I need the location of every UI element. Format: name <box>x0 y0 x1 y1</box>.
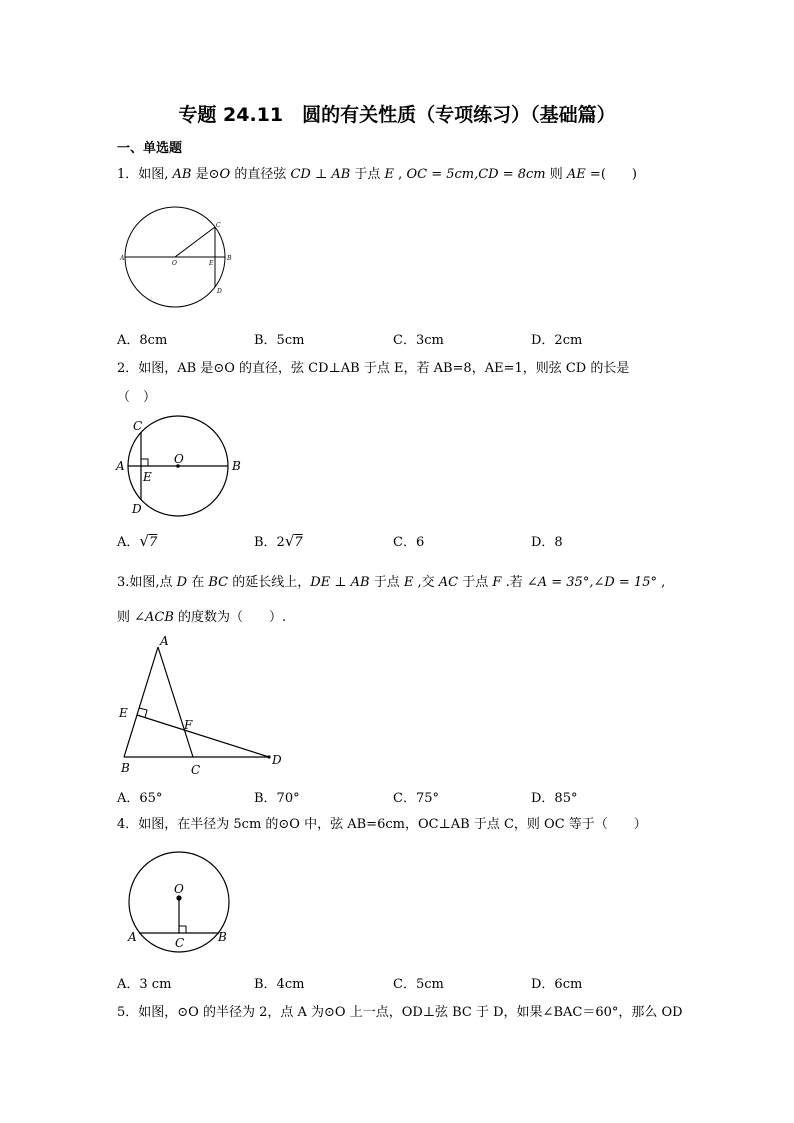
question-1-stem <box>117 165 637 185</box>
q3-label-c: C <box>191 763 201 777</box>
q4-option-c[interactable]: C．5cm <box>393 977 444 992</box>
q2-label-e: E <box>143 470 152 484</box>
q2-right-angle-mark <box>141 459 148 466</box>
q3-text-0: 3.如图,点 <box>117 575 177 590</box>
q3-option-b[interactable]: B．70° <box>254 791 300 806</box>
sqrt-sign-icon: √ <box>284 532 295 550</box>
section-heading: 一、单选题 <box>117 141 183 156</box>
q1-text-2: 是⊙ <box>191 167 220 182</box>
q1-option-b[interactable]: B．5cm <box>254 333 305 348</box>
question-2-figure <box>113 413 248 518</box>
q2-option-d[interactable]: D．8 <box>531 535 563 550</box>
q1-text-10: 则 <box>545 167 567 182</box>
q2-option-a-radicand: 7 <box>148 535 158 550</box>
page-title: 专题 24.11 圆的有关性质（专项练习）（基础篇） <box>178 104 616 126</box>
q2-option-a[interactable] <box>117 531 157 550</box>
q1-math-7: E <box>384 167 395 182</box>
q4-label-c: C <box>175 936 185 950</box>
q4-label-b: B <box>218 930 227 944</box>
q3-text-12: .若 <box>501 575 527 590</box>
q3-text-2: 在 <box>187 575 209 590</box>
q1-text-6: 于点 <box>350 167 385 182</box>
q1-math-9: OC = 5cm,CD = 8cm <box>406 167 546 182</box>
q4-center-dot <box>176 895 181 900</box>
question-3-stem-line2 <box>117 608 286 628</box>
q3-text-10: 于点 <box>458 575 493 590</box>
q1-option-c[interactable]: C．3cm <box>393 333 444 348</box>
q1-label-b: B <box>227 255 232 262</box>
q2-option-b-radicand: 7 <box>294 535 303 550</box>
q1-radius-oc <box>175 227 215 257</box>
q3-line2-text-0: 则 <box>117 610 135 625</box>
q3-option-c[interactable]: C．75° <box>393 791 439 806</box>
q2-option-b[interactable] <box>254 531 303 550</box>
question-2-stem: 2．如图，AB 是⊙O 的直径，弦 CD⊥AB 于点 E，若 AB=8，AE=1，则弦 CD 的长是 <box>117 361 630 376</box>
q3-label-d: D <box>272 753 282 767</box>
q1-label-c: C <box>216 222 221 229</box>
q1-math-11: AE <box>566 167 586 182</box>
q3-math-7: E <box>403 575 414 590</box>
question-5-stem: 5．如图，⊙O 的半径为 2，点 A 为⊙O 上一点，OD⊥弦 BC 于 D，如果∠BAC＝60°，那么 OD <box>117 1005 683 1020</box>
question-2-stem-line2: （ ） <box>117 390 157 405</box>
q3-option-a[interactable]: A．65° <box>117 791 163 806</box>
q4-option-d[interactable]: D．6cm <box>531 977 583 992</box>
q1-option-a[interactable]: A．8cm <box>117 333 168 348</box>
q2-option-b-label: B．2 <box>254 535 285 550</box>
q3-line2-text-2: 的度数为（ ）. <box>173 610 287 625</box>
q3-point-d-dot <box>267 755 270 758</box>
q3-text-14: , <box>656 575 666 590</box>
q3-math-5: DE ⊥ AB <box>310 575 370 590</box>
question-4-figure <box>124 850 234 960</box>
question-3-stem <box>117 573 665 593</box>
q1-math-3: O <box>219 167 231 182</box>
question-1-figure <box>118 205 243 310</box>
question-3-figure <box>112 633 292 778</box>
q1-text-12: =( ) <box>585 167 637 182</box>
q3-segment-ac <box>158 647 193 757</box>
q3-label-a: A <box>160 634 169 648</box>
q3-label-f: F <box>184 718 193 732</box>
q1-option-d[interactable]: D．2cm <box>531 333 583 348</box>
q1-text-8: , <box>394 167 407 182</box>
q3-text-8: ,交 <box>413 575 439 590</box>
q1-math-1: AB <box>172 167 192 182</box>
q3-segment-ab <box>124 647 158 757</box>
q3-math-1: D <box>176 575 188 590</box>
q2-label-d: D <box>132 502 142 516</box>
q2-option-a-label: A． <box>117 535 140 550</box>
q3-label-e: E <box>119 706 128 720</box>
q3-option-d[interactable]: D．85° <box>531 791 578 806</box>
q1-text-0: 1．如图, <box>117 167 173 182</box>
q2-label-c: C <box>133 419 143 433</box>
q3-label-b: B <box>121 761 130 775</box>
q3-text-6: 于点 <box>369 575 404 590</box>
q3-text-4: 的延长线上， <box>228 575 311 590</box>
q1-math-5: CD ⊥ AB <box>290 167 351 182</box>
q1-label-o: O <box>172 260 177 267</box>
question-4-stem: 4．如图，在半径为 5cm 的⊙O 中，弦 AB=6cm，OC⊥AB 于点 C，则 OC 等于（ ） <box>117 817 647 832</box>
q4-option-a[interactable]: A．3 cm <box>117 977 172 992</box>
q1-label-d: D <box>217 288 222 295</box>
q1-label-e: E <box>209 260 214 267</box>
q4-label-o: O <box>174 882 184 896</box>
q2-label-a: A <box>116 459 125 473</box>
q3-math-11: F <box>492 575 502 590</box>
q3-segment-ed <box>137 715 269 757</box>
q4-label-a: A <box>128 930 137 944</box>
q1-label-a: A <box>120 255 125 262</box>
q4-right-angle-mark <box>179 926 186 933</box>
q4-option-b[interactable]: B．4cm <box>254 977 305 992</box>
q1-text-4: 的直径弦 <box>230 167 291 182</box>
sqrt-sign-icon: √ <box>139 532 149 550</box>
q3-math-3: BC <box>208 575 229 590</box>
q2-label-b: B <box>232 459 241 473</box>
q2-option-c[interactable]: C．6 <box>393 535 425 550</box>
q3-math-9: AC <box>438 575 459 590</box>
q3-math-13: ∠A = 35°,∠D = 15° <box>526 575 657 590</box>
q2-label-o: O <box>174 452 184 466</box>
q3-line2-math-1: ∠ACB <box>134 610 174 625</box>
